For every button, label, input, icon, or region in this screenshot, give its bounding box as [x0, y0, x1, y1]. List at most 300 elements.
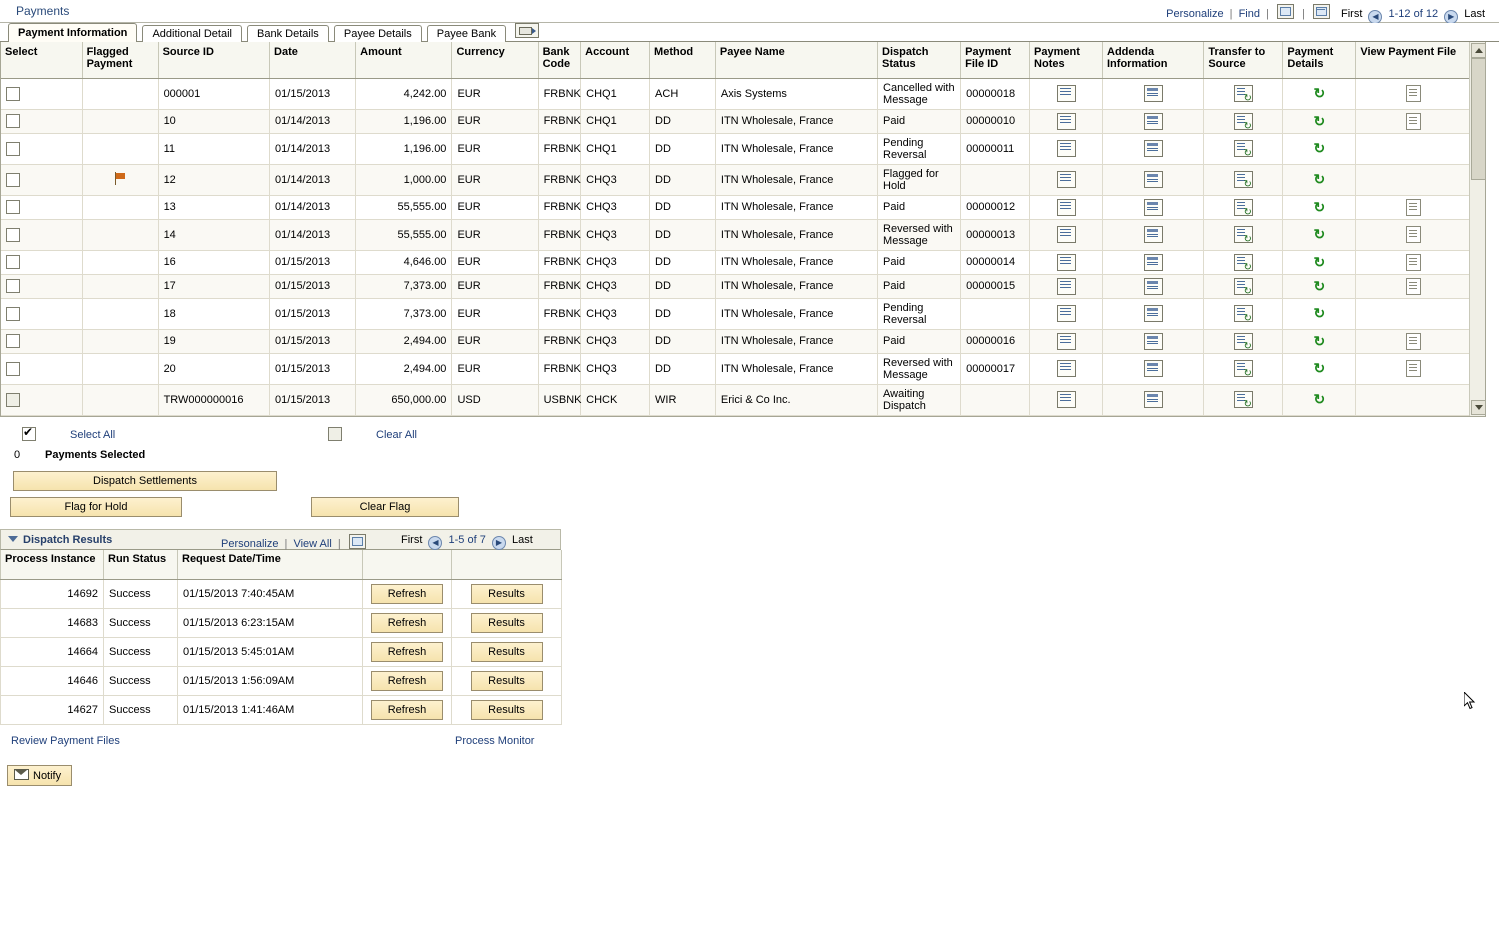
row-method: DD [650, 109, 716, 133]
table-row[interactable] [1, 133, 1471, 164]
dr-prev-page-button[interactable]: ◀ [428, 536, 442, 550]
next-page-button[interactable]: ▶ [1444, 10, 1458, 24]
payment-notes-icon[interactable] [1057, 333, 1076, 350]
row-source-id: 18 [158, 298, 269, 329]
select-all-label[interactable]: Select All [70, 428, 116, 441]
table-row[interactable] [1, 78, 1471, 109]
results-button[interactable]: Results [471, 613, 543, 633]
dr-refresh-cell [363, 580, 452, 609]
tab-bank-details[interactable]: Bank Details [247, 25, 329, 44]
refresh-button[interactable]: Refresh [371, 671, 443, 691]
row-payment-notes-cell [1030, 164, 1103, 195]
table-body [1, 78, 1471, 415]
row-payment-notes-cell [1030, 109, 1103, 133]
col-payment-file-id[interactable]: Payment File ID [961, 42, 1030, 78]
row-amount: 7,373.00 [356, 298, 452, 329]
col-amount[interactable]: Amount [356, 42, 452, 78]
row-bank-code: FRBNK [538, 298, 581, 329]
addenda-information-icon[interactable] [1144, 391, 1163, 408]
dr-results-cell [452, 638, 562, 667]
row-currency: EUR [452, 78, 538, 109]
row-source-id: 12 [158, 164, 269, 195]
addenda-information-icon[interactable] [1144, 226, 1163, 243]
col-bank-code[interactable]: Bank Code [538, 42, 581, 78]
dr-next-page-button[interactable]: ▶ [492, 536, 506, 550]
row-addenda-cell [1103, 195, 1204, 219]
row-source-id: 19 [158, 329, 269, 353]
payment-details-icon[interactable]: ↻ [1313, 198, 1326, 215]
tab-payee-details[interactable]: Payee Details [334, 25, 422, 44]
row-method: DD [650, 298, 716, 329]
col-transfer-to-source[interactable]: Transfer to Source [1204, 42, 1283, 78]
row-dispatch-status: Flagged for Hold [878, 164, 961, 195]
prev-page-button[interactable]: ◀ [1368, 10, 1382, 24]
row-source-id: 14 [158, 219, 269, 250]
scroll-up-arrow[interactable] [1471, 43, 1486, 58]
results-button[interactable]: Results [471, 584, 543, 604]
row-view-file-cell [1356, 78, 1471, 109]
payment-details-icon[interactable]: ↻ [1313, 85, 1326, 101]
row-payee-name: ITN Wholesale, France [715, 274, 877, 298]
table-row[interactable] [1, 353, 1471, 384]
row-payment-notes-cell [1030, 274, 1103, 298]
new-window-icon[interactable] [349, 534, 366, 549]
row-select-checkbox[interactable] [6, 173, 20, 187]
payment-notes-icon[interactable] [1057, 391, 1076, 408]
transfer-to-source-icon[interactable] [1234, 278, 1253, 295]
envelope-icon [14, 769, 29, 780]
row-flagged-cell [82, 78, 158, 109]
view-payment-file-icon[interactable] [1406, 278, 1421, 295]
row-flagged-cell [82, 133, 158, 164]
row-bank-code: FRBNK [538, 219, 581, 250]
row-select-cell [1, 353, 82, 384]
payment-notes-icon[interactable] [1057, 113, 1076, 130]
results-button[interactable]: Results [471, 700, 543, 720]
row-dispatch-status: Paid [878, 274, 961, 298]
row-select-cell [1, 298, 82, 329]
row-date: 01/14/2013 [270, 164, 356, 195]
grid-toolbar [1166, 4, 1485, 24]
row-payment-file-id: 00000013 [961, 219, 1030, 250]
table-row[interactable] [1, 274, 1471, 298]
row-account: CHQ3 [581, 353, 650, 384]
dr-results-cell [452, 609, 562, 638]
collapse-triangle-icon[interactable] [8, 536, 18, 542]
transfer-to-source-icon[interactable] [1234, 333, 1253, 350]
row-account: CHQ1 [581, 78, 650, 109]
row-flagged-cell [82, 219, 158, 250]
table-row[interactable] [1, 164, 1471, 195]
row-payment-notes-cell [1030, 250, 1103, 274]
row-payment-notes-cell [1030, 384, 1103, 415]
notify-label: Notify [33, 770, 62, 782]
row-addenda-cell [1103, 250, 1204, 274]
row-currency: EUR [452, 109, 538, 133]
row-select-checkbox[interactable] [6, 255, 20, 269]
row-select-checkbox[interactable] [6, 142, 20, 156]
col-currency[interactable]: Currency [452, 42, 538, 78]
col-run-status[interactable]: Run Status [104, 550, 178, 580]
row-payment-file-id: 00000015 [961, 274, 1030, 298]
row-dispatch-status: Awaiting Dispatch [878, 384, 961, 415]
row-details-cell [1283, 250, 1356, 274]
payment-details-icon[interactable]: ↻ [1313, 277, 1326, 294]
row-payment-file-id [961, 384, 1030, 415]
payment-details-icon[interactable]: ↻ [1313, 112, 1326, 129]
row-flagged-cell [82, 164, 158, 195]
row-details-cell [1283, 274, 1356, 298]
row-select-cell [1, 219, 82, 250]
transfer-to-source-icon[interactable] [1234, 226, 1253, 243]
addenda-information-icon[interactable] [1144, 140, 1163, 157]
row-source-id: 000001 [158, 78, 269, 109]
row-bank-code: FRBNK [538, 78, 581, 109]
dr-refresh-cell [363, 638, 452, 667]
row-view-file-cell [1356, 219, 1471, 250]
row-date: 01/15/2013 [270, 384, 356, 415]
addenda-information-icon[interactable] [1144, 333, 1163, 350]
review-payment-files-link[interactable]: Review Payment Files [11, 735, 120, 747]
table-row[interactable] [1, 329, 1471, 353]
last-label[interactable]: Last [1464, 8, 1485, 20]
row-select-checkbox[interactable] [6, 393, 20, 407]
transfer-to-source-icon[interactable] [1234, 391, 1253, 408]
col-source-id[interactable]: Source ID [158, 42, 269, 78]
row-payment-notes-cell [1030, 298, 1103, 329]
col-view-payment-file[interactable]: View Payment File [1356, 42, 1471, 78]
row-flagged-cell [82, 195, 158, 219]
view-payment-file-icon[interactable] [1406, 85, 1421, 102]
select-all-checkbox[interactable] [22, 427, 36, 441]
clear-all-label[interactable]: Clear All [376, 428, 417, 441]
tab-additional-detail[interactable]: Additional Detail [142, 25, 242, 44]
transfer-to-source-icon[interactable] [1234, 85, 1253, 102]
row-method: DD [650, 133, 716, 164]
row-source-id: 20 [158, 353, 269, 384]
row-currency: EUR [452, 274, 538, 298]
dr-view-all-link[interactable]: View All [293, 537, 332, 550]
view-payment-file-icon[interactable] [1406, 113, 1421, 130]
transfer-to-source-icon[interactable] [1234, 305, 1253, 322]
payment-notes-icon[interactable] [1057, 226, 1076, 243]
row-transfer-cell [1204, 109, 1283, 133]
row-bank-code: FRBNK [538, 133, 581, 164]
view-payment-file-icon[interactable] [1406, 199, 1421, 216]
row-view-file-cell [1356, 298, 1471, 329]
payment-notes-icon[interactable] [1057, 305, 1076, 322]
table-row[interactable] [1, 250, 1471, 274]
row-transfer-cell [1204, 78, 1283, 109]
addenda-information-icon[interactable] [1144, 199, 1163, 216]
dr-request-datetime: 01/15/2013 5:45:01AM [178, 638, 363, 667]
clear-flag-button[interactable]: Clear Flag [311, 497, 459, 517]
dr-table-row [1, 609, 562, 638]
flag-for-hold-button[interactable]: Flag for Hold [10, 497, 182, 517]
row-select-checkbox[interactable] [6, 362, 20, 376]
row-dispatch-status: Cancelled with Message [878, 78, 961, 109]
row-flagged-cell [82, 274, 158, 298]
notify-button[interactable] [7, 765, 72, 786]
dr-table-row [1, 696, 562, 725]
row-addenda-cell [1103, 353, 1204, 384]
row-account: CHQ3 [581, 219, 650, 250]
row-payee-name: ITN Wholesale, France [715, 298, 877, 329]
results-button[interactable]: Results [471, 671, 543, 691]
col-dispatch-status[interactable]: Dispatch Status [878, 42, 961, 78]
row-account: CHQ3 [581, 250, 650, 274]
row-date: 01/15/2013 [270, 250, 356, 274]
dispatch-settlements-button[interactable]: Dispatch Settlements [13, 471, 277, 491]
addenda-information-icon[interactable] [1144, 254, 1163, 271]
table-row[interactable] [1, 195, 1471, 219]
addenda-information-icon[interactable] [1144, 360, 1163, 377]
col-request-datetime[interactable]: Request Date/Time [178, 550, 363, 580]
payment-notes-icon[interactable] [1057, 199, 1076, 216]
row-select-checkbox[interactable] [6, 279, 20, 293]
dr-process-instance: 14683 [1, 609, 104, 638]
row-account: CHQ3 [581, 195, 650, 219]
dr-header-row [1, 550, 562, 580]
row-payment-file-id: 00000018 [961, 78, 1030, 109]
row-transfer-cell [1204, 164, 1283, 195]
transfer-to-source-icon[interactable] [1234, 254, 1253, 271]
col-payment-details[interactable]: Payment Details [1283, 42, 1356, 78]
row-amount: 4,646.00 [356, 250, 452, 274]
row-amount: 2,494.00 [356, 353, 452, 384]
row-transfer-cell [1204, 384, 1283, 415]
tab-payment-information[interactable]: Payment Information [8, 23, 137, 43]
row-account: CHQ1 [581, 133, 650, 164]
separator: | [284, 537, 288, 550]
row-currency: EUR [452, 353, 538, 384]
row-dispatch-status: Paid [878, 195, 961, 219]
clear-all-checkbox[interactable] [328, 427, 342, 441]
addenda-information-icon[interactable] [1144, 278, 1163, 295]
row-currency: USD [452, 384, 538, 415]
row-select-checkbox[interactable] [6, 87, 20, 101]
row-dispatch-status: Reversed with Message [878, 353, 961, 384]
transfer-to-source-icon[interactable] [1234, 140, 1253, 157]
row-bank-code: FRBNK [538, 195, 581, 219]
dr-process-instance: 14664 [1, 638, 104, 667]
view-payment-file-icon[interactable] [1406, 333, 1421, 350]
payment-notes-icon[interactable] [1057, 278, 1076, 295]
separator: | [1266, 8, 1269, 20]
row-date: 01/15/2013 [270, 353, 356, 384]
row-transfer-cell [1204, 298, 1283, 329]
row-currency: EUR [452, 250, 538, 274]
row-payment-notes-cell [1030, 78, 1103, 109]
row-payment-file-id: 00000017 [961, 353, 1030, 384]
row-details-cell [1283, 298, 1356, 329]
expand-all-columns-icon[interactable] [515, 23, 539, 38]
col-refresh [363, 550, 452, 580]
grid-vertical-scrollbar[interactable] [1469, 42, 1485, 416]
row-dispatch-status: Reversed with Message [878, 219, 961, 250]
row-payment-notes-cell [1030, 219, 1103, 250]
col-payment-notes[interactable]: Payment Notes [1030, 42, 1103, 78]
transfer-to-source-icon[interactable] [1234, 199, 1253, 216]
refresh-button[interactable]: Refresh [371, 584, 443, 604]
refresh-button[interactable]: Refresh [371, 700, 443, 720]
find-link[interactable]: Find [1238, 8, 1260, 20]
row-payment-file-id: 00000016 [961, 329, 1030, 353]
payment-details-icon[interactable]: ↻ [1313, 226, 1326, 242]
table-row[interactable] [1, 298, 1471, 329]
payment-notes-icon[interactable] [1057, 171, 1076, 188]
col-payee-name[interactable]: Payee Name [715, 42, 877, 78]
row-bank-code: FRBNK [538, 164, 581, 195]
results-button[interactable]: Results [471, 642, 543, 662]
page-range: 1-12 of 12 [1388, 8, 1439, 20]
scroll-thumb[interactable] [1471, 58, 1486, 180]
transfer-to-source-icon[interactable] [1234, 360, 1253, 377]
row-dispatch-status: Pending Reversal [878, 298, 961, 329]
refresh-button[interactable]: Refresh [371, 642, 443, 662]
row-method: DD [650, 274, 716, 298]
row-payment-notes-cell [1030, 133, 1103, 164]
view-payment-file-icon[interactable] [1406, 226, 1421, 243]
dr-last-label[interactable]: Last [511, 533, 533, 546]
row-amount: 650,000.00 [356, 384, 452, 415]
payment-details-icon[interactable]: ↻ [1313, 171, 1326, 187]
row-select-checkbox[interactable] [6, 334, 20, 348]
scroll-down-arrow[interactable] [1471, 400, 1486, 415]
dr-refresh-cell [363, 609, 452, 638]
payment-details-icon[interactable]: ↻ [1313, 332, 1326, 349]
addenda-information-icon[interactable] [1144, 113, 1163, 130]
first-label[interactable]: First [1341, 8, 1363, 20]
view-payment-file-icon[interactable] [1406, 360, 1421, 377]
payment-details-icon[interactable]: ↻ [1313, 391, 1326, 407]
row-amount: 55,555.00 [356, 219, 452, 250]
row-select-checkbox[interactable] [6, 114, 20, 128]
download-grid-icon[interactable] [1313, 4, 1330, 19]
row-date: 01/15/2013 [270, 274, 356, 298]
dispatch-results-table [0, 550, 562, 726]
payment-details-icon[interactable]: ↻ [1313, 305, 1326, 321]
selected-count: 0 [14, 448, 21, 461]
row-method: DD [650, 329, 716, 353]
row-details-cell [1283, 109, 1356, 133]
col-flagged-payment[interactable]: Flagged Payment [82, 42, 158, 78]
row-date: 01/15/2013 [270, 329, 356, 353]
dr-results-cell [452, 696, 562, 725]
col-account[interactable]: Account [581, 42, 650, 78]
dr-personalize-link[interactable]: Personalize [221, 537, 279, 550]
payment-notes-icon[interactable] [1057, 85, 1076, 102]
transfer-to-source-icon[interactable] [1234, 171, 1253, 188]
row-source-id: 10 [158, 109, 269, 133]
col-date[interactable]: Date [270, 42, 356, 78]
payment-notes-icon[interactable] [1057, 360, 1076, 377]
row-flagged-cell [82, 298, 158, 329]
row-method: DD [650, 219, 716, 250]
dispatch-results-pager [401, 534, 533, 550]
transfer-to-source-icon[interactable] [1234, 113, 1253, 130]
payment-details-icon[interactable]: ↻ [1313, 140, 1326, 156]
row-select-checkbox[interactable] [6, 228, 20, 242]
table-row[interactable] [1, 109, 1471, 133]
dr-run-status: Success [104, 696, 178, 725]
dr-request-datetime: 01/15/2013 6:23:15AM [178, 609, 363, 638]
table-header-row [1, 42, 1471, 78]
row-transfer-cell [1204, 329, 1283, 353]
row-select-cell [1, 195, 82, 219]
row-addenda-cell [1103, 109, 1204, 133]
row-currency: EUR [452, 195, 538, 219]
selected-counter-row [0, 447, 1499, 467]
addenda-information-icon[interactable] [1144, 85, 1163, 102]
col-addenda-information[interactable]: Addenda Information [1103, 42, 1204, 78]
row-account: CHQ1 [581, 109, 650, 133]
dr-process-instance: 14627 [1, 696, 104, 725]
row-view-file-cell [1356, 133, 1471, 164]
process-monitor-link[interactable]: Process Monitor [455, 735, 535, 747]
payment-details-icon[interactable]: ↻ [1313, 360, 1326, 376]
view-payment-file-icon[interactable] [1406, 254, 1421, 271]
row-flagged-cell [82, 353, 158, 384]
row-source-id: 16 [158, 250, 269, 274]
row-amount: 7,373.00 [356, 274, 452, 298]
tab-bar [0, 23, 1499, 42]
row-payee-name: ITN Wholesale, France [715, 250, 877, 274]
col-process-instance[interactable]: Process Instance [1, 550, 104, 580]
dr-table-body [1, 580, 562, 725]
table-row[interactable] [1, 219, 1471, 250]
view-all-icon[interactable] [1277, 4, 1294, 19]
payment-notes-icon[interactable] [1057, 140, 1076, 157]
row-currency: EUR [452, 329, 538, 353]
payment-notes-icon[interactable] [1057, 254, 1076, 271]
payment-details-icon[interactable]: ↻ [1313, 253, 1326, 270]
row-method: DD [650, 353, 716, 384]
dr-first-label[interactable]: First [401, 533, 423, 546]
row-details-cell [1283, 384, 1356, 415]
col-select[interactable]: Select [1, 42, 82, 78]
row-payment-notes-cell [1030, 329, 1103, 353]
row-source-id: TRW000000016 [158, 384, 269, 415]
addenda-information-icon[interactable] [1144, 305, 1163, 322]
row-view-file-cell [1356, 353, 1471, 384]
personalize-link[interactable]: Personalize [1166, 8, 1224, 20]
row-amount: 1,196.00 [356, 109, 452, 133]
table-row[interactable] [1, 384, 1471, 415]
row-view-file-cell [1356, 164, 1471, 195]
grid-title-bar [0, 0, 1499, 23]
tab-payee-bank[interactable]: Payee Bank [427, 25, 506, 44]
col-method[interactable]: Method [650, 42, 716, 78]
row-date: 01/15/2013 [270, 78, 356, 109]
separator: | [1229, 8, 1233, 20]
row-payee-name: Axis Systems [715, 78, 877, 109]
row-select-checkbox[interactable] [6, 307, 20, 321]
row-addenda-cell [1103, 219, 1204, 250]
row-date: 01/14/2013 [270, 133, 356, 164]
row-payment-file-id: 00000014 [961, 250, 1030, 274]
row-bank-code: FRBNK [538, 329, 581, 353]
refresh-button[interactable]: Refresh [371, 613, 443, 633]
separator: | [337, 537, 341, 550]
row-payee-name: ITN Wholesale, France [715, 219, 877, 250]
footer-links [0, 735, 1499, 757]
addenda-information-icon[interactable] [1144, 171, 1163, 188]
payments-grid [0, 42, 1486, 417]
notify-row [0, 765, 1499, 793]
row-select-checkbox[interactable] [6, 200, 20, 214]
row-bank-code: FRBNK [538, 109, 581, 133]
